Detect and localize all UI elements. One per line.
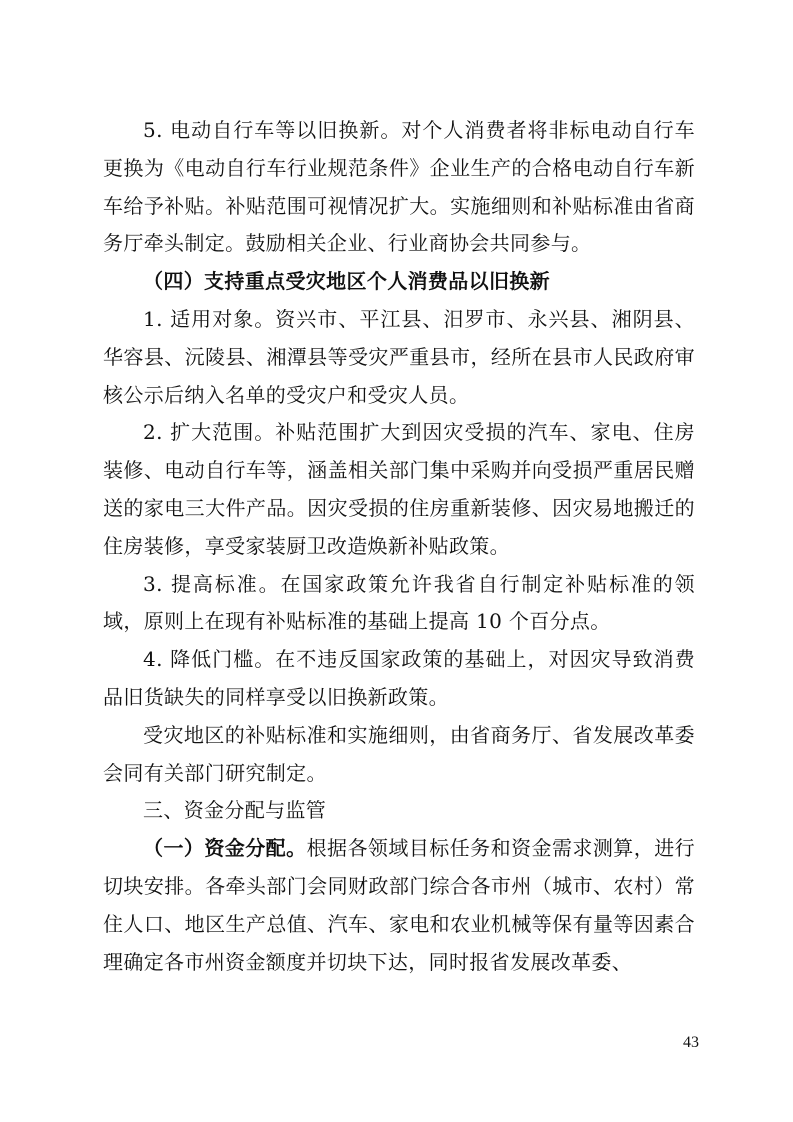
paragraph-lower-threshold: 4. 降低门槛。在不违反国家政策的基础上，对因灾导致消费品旧货缺失的同样享受以旧换新政策。: [103, 647, 695, 709]
fund-allocation-body: 根据各领域目标任务和资金需求测算，进行切块安排。各牵头部门会同财政部门综合各市州（城市、农村）常住人口、地区生产总值、汽车、家电和农业机械等保有量等因素合理确定各市州资金额度并切块下达，同时报省发展改革委、: [103, 836, 695, 974]
paragraph-applicable-targets: 1. 适用对象。资兴市、平江县、汨罗市、永兴县、湘阴县、华容县、沅陵县、湘潭县等受灾严重县市，经所在县市人民政府审核公示后纳入名单的受灾户和受灾人员。: [103, 306, 695, 407]
paragraph-raise-standard: 3. 提高标准。在国家政策允许我省自行制定补贴标准的领域，原则上在现有补贴标准的基础上提高 10 个百分点。: [103, 571, 695, 634]
paragraph-fund-allocation: [103, 830, 695, 981]
paragraph-ebike: 5. 电动自行车等以旧换新。对个人消费者将非标电动自行车更换为《电动自行车行业规范条件》企业生产的合格电动自行车新车给予补贴。补贴范围可视情况扩大。实施细则和补贴标准由省商务厅牵头制定。鼓励相关企业、行业商协会共同参与。: [103, 118, 695, 256]
paragraph-expand-scope: 2. 扩大范围。补贴范围扩大到因灾受损的汽车、家电、住房装修、电动自行车等，涵盖相关部门集中采购并向受损严重居民赠送的家电三大件产品。因灾受损的住房重新装修、因灾易地搬迁的住房装修，享受家装厨卫改造焕新补贴政策。: [103, 420, 695, 558]
section-heading-disaster-areas: （四）支持重点受灾地区个人消费品以旧换新: [143, 269, 550, 294]
chapter-heading-funding: 三、资金分配与监管: [143, 798, 327, 823]
paragraph-subsidy-rules: 受灾地区的补贴标准和实施细则，由省商务厅、省发展改革委会同有关部门研究制定。: [103, 722, 695, 785]
fund-allocation-lead: （一）资金分配。: [143, 836, 307, 861]
page-body: [103, 112, 695, 981]
page-number: 43: [683, 1034, 699, 1051]
